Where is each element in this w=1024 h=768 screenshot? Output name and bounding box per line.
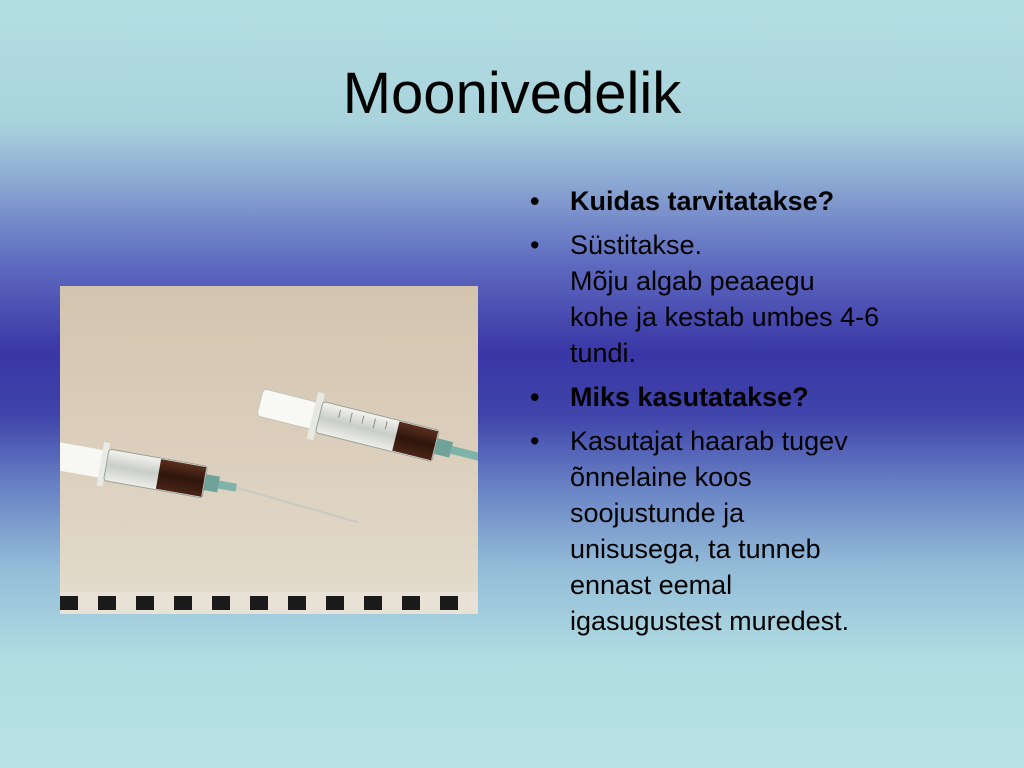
bullet-text: ennast eemal [570, 570, 733, 600]
bullet-text: soojustunde ja [570, 498, 745, 528]
bullet-dot: • [530, 186, 540, 216]
bullet-text: kohe ja kestab umbes 4-6 [570, 302, 880, 332]
bullet-text: Mõju algab peaaegu [570, 266, 815, 296]
bullet-item [530, 423, 990, 639]
bullet-item [530, 379, 990, 415]
bullet-text: igasugustest muredest. [570, 606, 850, 636]
bullet-text: õnnelaine koos [570, 462, 752, 492]
bullet-item [530, 227, 990, 371]
bullet-text: unisusega, ta tunneb [570, 534, 821, 564]
bullet-text: Kasutajat haarab tugev [570, 426, 848, 456]
bullet-text: Miks kasutatakse? [570, 382, 809, 412]
slide-title: Moonivedelik [342, 61, 682, 126]
bullet-item [530, 183, 990, 219]
bullet-dot: • [530, 426, 540, 456]
bullet-dot: • [530, 382, 540, 412]
bullet-list [530, 183, 990, 647]
bullet-dot: • [530, 230, 540, 260]
syringes-photo [60, 286, 478, 614]
bullet-text: tundi. [570, 338, 637, 368]
bullet-text: Kuidas tarvitatakse? [570, 186, 835, 216]
bullet-text: Süstitakse. [570, 230, 703, 260]
